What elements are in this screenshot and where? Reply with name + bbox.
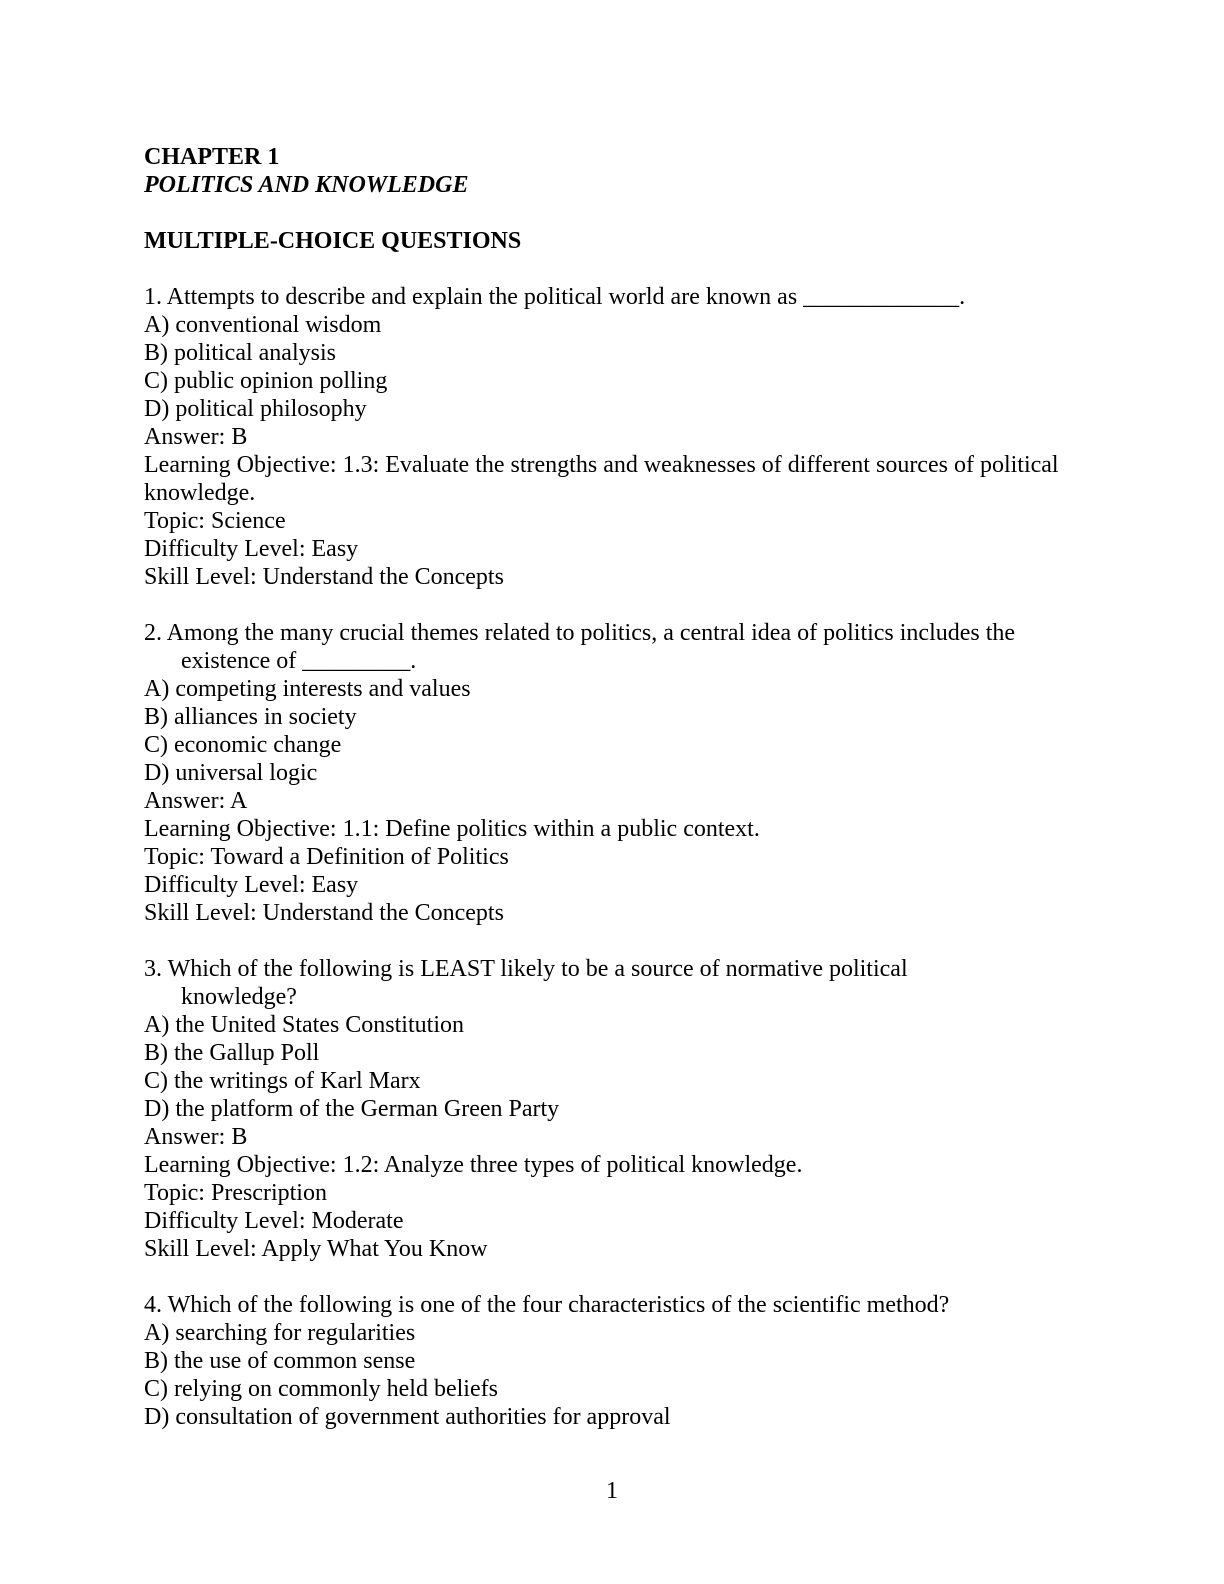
answer-option-B: B) the Gallup Poll: [144, 1040, 320, 1066]
question-stem-continuation: existence of _________.: [181, 648, 417, 674]
learning-objective-line: Learning Objective: 1.3: Evaluate the strengths and weaknesses of different sources of political knowledge.: [144, 452, 1059, 506]
difficulty-line: Difficulty Level: Easy: [144, 536, 359, 562]
question-stem: 4. Which of the following is one of the four characteristics of the scientific method?: [144, 1292, 950, 1318]
skill-line: Skill Level: Understand the Concepts: [144, 564, 504, 590]
learning-objective-line: Learning Objective: 1.1: Define politics within a public context.: [144, 816, 760, 842]
question-stem-continuation: knowledge?: [181, 984, 297, 1010]
question-block-4: [144, 1291, 1084, 1431]
document-page: [144, 143, 1084, 1431]
answer-option-C: C) public opinion polling: [144, 368, 388, 394]
answer-option-D: D) universal logic: [144, 760, 318, 786]
question-stem: 1. Attempts to describe and explain the political world are known as _____________.: [144, 284, 966, 310]
questions-container: [144, 283, 1084, 1431]
learning-objective-line: Learning Objective: 1.2: Analyze three types of political knowledge.: [144, 1152, 803, 1178]
answer-option-C: C) the writings of Karl Marx: [144, 1068, 421, 1094]
difficulty-line: Difficulty Level: Easy: [144, 872, 359, 898]
question-block-2: [144, 619, 1084, 927]
answer-line: Answer: B: [144, 424, 248, 450]
answer-option-D: D) political philosophy: [144, 396, 367, 422]
answer-line: Answer: A: [144, 788, 248, 814]
question-stem: 2. Among the many crucial themes related to politics, a central idea of politics includes the: [144, 620, 1016, 646]
answer-option-A: A) conventional wisdom: [144, 312, 382, 338]
answer-option-B: B) political analysis: [144, 340, 336, 366]
answer-option-B: B) alliances in society: [144, 704, 357, 730]
difficulty-line: Difficulty Level: Moderate: [144, 1208, 404, 1234]
topic-line: Topic: Toward a Definition of Politics: [144, 844, 509, 870]
answer-option-A: A) competing interests and values: [144, 676, 471, 702]
section-heading: MULTIPLE-CHOICE QUESTIONS: [144, 228, 522, 254]
answer-option-C: C) economic change: [144, 732, 342, 758]
answer-option-D: D) consultation of government authorities for approval: [144, 1404, 671, 1430]
question-block-1: [144, 283, 1084, 591]
topic-line: Topic: Prescription: [144, 1180, 327, 1206]
question-stem: 3. Which of the following is LEAST likely to be a source of normative political: [144, 956, 908, 982]
skill-line: Skill Level: Apply What You Know: [144, 1236, 488, 1262]
answer-option-C: C) relying on commonly held beliefs: [144, 1376, 498, 1402]
page-number: 1: [606, 1478, 618, 1504]
answer-line: Answer: B: [144, 1124, 248, 1150]
chapter-title: CHAPTER 1: [144, 144, 280, 170]
answer-option-B: B) the use of common sense: [144, 1348, 416, 1374]
answer-option-A: A) searching for regularities: [144, 1320, 416, 1346]
chapter-subtitle: POLITICS AND KNOWLEDGE: [144, 172, 469, 198]
answer-option-A: A) the United States Constitution: [144, 1012, 464, 1038]
skill-line: Skill Level: Understand the Concepts: [144, 900, 504, 926]
topic-line: Topic: Science: [144, 508, 286, 534]
answer-option-D: D) the platform of the German Green Party: [144, 1096, 560, 1122]
question-block-3: [144, 955, 1084, 1263]
